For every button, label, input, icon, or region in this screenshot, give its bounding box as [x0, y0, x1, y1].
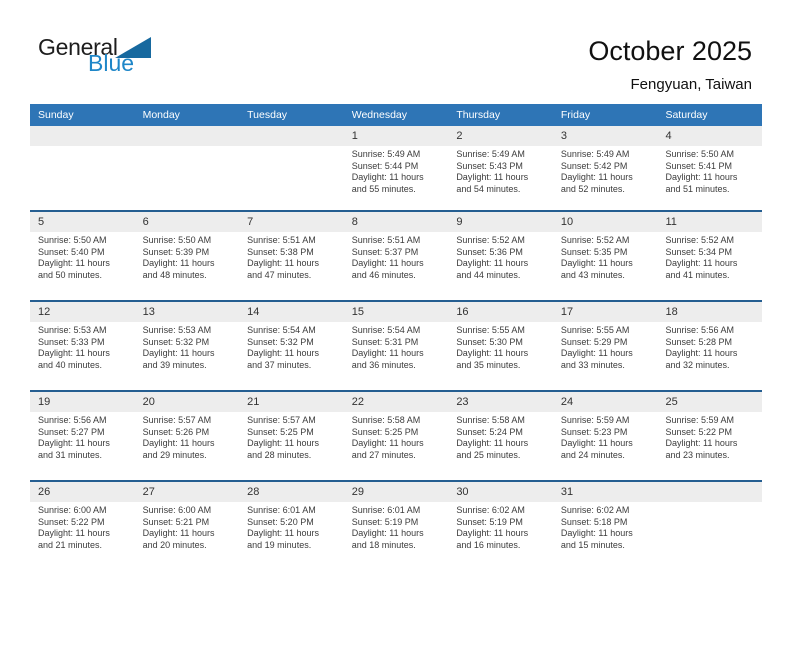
day-number: 19 [30, 392, 135, 412]
logo-text-general: General [38, 34, 118, 60]
daylight-text: Daylight: 11 hours and 50 minutes. [38, 258, 110, 280]
daylight-text: Daylight: 11 hours and 19 minutes. [247, 528, 320, 550]
sunrise-text: Sunrise: 5:56 AM [38, 415, 107, 425]
daylight-text: Daylight: 11 hours and 27 minutes. [351, 438, 424, 460]
daylight-text: Daylight: 11 hours and 55 minutes. [351, 172, 424, 194]
day-details [135, 502, 235, 551]
daylight-text: Daylight: 11 hours and 37 minutes. [247, 348, 320, 370]
day-details [239, 322, 339, 371]
sunrise-text: Sunrise: 5:58 AM [456, 415, 525, 425]
daylight-text: Daylight: 11 hours and 29 minutes. [142, 438, 215, 460]
sunrise-text: Sunrise: 5:50 AM [665, 149, 735, 159]
calendar-day-cell [30, 302, 135, 390]
calendar-day-cell [135, 302, 240, 390]
day-details [448, 146, 548, 195]
calendar-day-cell [30, 482, 135, 570]
calendar-day-cell [448, 392, 553, 480]
sunrise-text: Sunrise: 5:51 AM [351, 235, 421, 245]
daylight-text: Daylight: 11 hours and 24 minutes. [560, 438, 633, 460]
calendar-empty-cell [30, 126, 135, 210]
sunrise-text: Sunrise: 6:02 AM [560, 505, 630, 515]
day-details [657, 412, 757, 461]
day-details [344, 502, 444, 551]
sunrise-text: Sunrise: 5:54 AM [247, 325, 316, 335]
daylight-text: Daylight: 11 hours and 52 minutes. [560, 172, 633, 194]
sunset-text: Sunset: 5:37 PM [351, 246, 419, 257]
sunrise-text: Sunrise: 5:51 AM [247, 235, 316, 245]
day-number: 11 [657, 212, 762, 232]
sunset-text: Sunset: 5:39 PM [142, 246, 210, 257]
sunset-text: Sunset: 5:32 PM [247, 336, 314, 347]
sunset-text: Sunset: 5:21 PM [142, 516, 210, 527]
calendar-day-cell [344, 302, 449, 390]
day-details [448, 232, 548, 281]
day-number: 29 [344, 482, 449, 502]
sunrise-text: Sunrise: 5:55 AM [456, 325, 525, 335]
daylight-text: Daylight: 11 hours and 21 minutes. [38, 528, 110, 550]
day-number: 10 [553, 212, 658, 232]
sunrise-text: Sunrise: 5:58 AM [351, 415, 421, 425]
logo-text-blue: Blue [88, 50, 135, 76]
sunset-text: Sunset: 5:32 PM [142, 336, 210, 347]
day-details [30, 412, 130, 461]
sunset-text: Sunset: 5:25 PM [351, 426, 419, 437]
week-row [30, 480, 762, 570]
sunset-text: Sunset: 5:19 PM [456, 516, 523, 527]
day-details [553, 232, 653, 281]
sunset-text: Sunset: 5:20 PM [247, 516, 314, 527]
sunrise-text: Sunrise: 5:52 AM [560, 235, 630, 245]
sunrise-text: Sunrise: 5:56 AM [665, 325, 735, 335]
sunset-text: Sunset: 5:22 PM [38, 516, 105, 527]
daylight-text: Daylight: 11 hours and 51 minutes. [665, 172, 738, 194]
day-details [657, 146, 757, 195]
calendar-empty-cell [657, 482, 762, 570]
day-number: 9 [448, 212, 553, 232]
calendar-day-cell [448, 302, 553, 390]
daylight-text: Daylight: 11 hours and 16 minutes. [456, 528, 529, 550]
sunset-text: Sunset: 5:22 PM [665, 426, 733, 437]
calendar-day-cell [135, 392, 240, 480]
sunrise-text: Sunrise: 6:00 AM [142, 505, 212, 515]
daylight-text: Daylight: 11 hours and 35 minutes. [456, 348, 529, 370]
sunset-text: Sunset: 5:27 PM [38, 426, 105, 437]
sunset-text: Sunset: 5:25 PM [247, 426, 314, 437]
day-details [344, 322, 444, 371]
day-details [553, 502, 653, 551]
calendar-table [30, 104, 762, 570]
day-number: 28 [239, 482, 344, 502]
day-number [135, 126, 240, 146]
day-details [30, 322, 130, 371]
calendar-day-cell [30, 392, 135, 480]
day-number: 31 [553, 482, 658, 502]
sunrise-text: Sunrise: 5:55 AM [560, 325, 630, 335]
calendar-day-cell [553, 302, 658, 390]
weekday-header-tuesday: Tuesday [247, 109, 288, 121]
sunrise-text: Sunrise: 6:01 AM [351, 505, 421, 515]
calendar-day-cell [553, 482, 658, 570]
day-details [30, 232, 130, 281]
day-details [448, 502, 548, 551]
day-details [135, 232, 235, 281]
day-number: 1 [344, 126, 449, 146]
day-details [135, 322, 235, 371]
sunset-text: Sunset: 5:38 PM [247, 246, 314, 257]
calendar-day-cell [657, 302, 762, 390]
weekday-header-monday: Monday [142, 109, 180, 121]
day-details [239, 502, 339, 551]
weekday-header-saturday: Saturday [665, 109, 708, 121]
calendar-day-cell [239, 212, 344, 300]
day-details [657, 232, 757, 281]
daylight-text: Daylight: 11 hours and 23 minutes. [665, 438, 738, 460]
day-number: 30 [448, 482, 553, 502]
title-block [588, 36, 762, 93]
day-details [344, 232, 444, 281]
calendar-day-cell [239, 482, 344, 570]
calendar-day-cell [239, 302, 344, 390]
daylight-text: Daylight: 11 hours and 54 minutes. [456, 172, 529, 194]
calendar-day-cell [135, 482, 240, 570]
calendar-day-cell [448, 126, 553, 210]
sunrise-text: Sunrise: 5:57 AM [142, 415, 212, 425]
day-number: 15 [344, 302, 449, 322]
day-number: 27 [135, 482, 240, 502]
weekday-header-wednesday: Wednesday [351, 109, 407, 121]
day-details [657, 322, 757, 371]
calendar-page [0, 36, 792, 570]
day-number: 6 [135, 212, 240, 232]
calendar-day-cell [135, 212, 240, 300]
sunset-text: Sunset: 5:36 PM [456, 246, 523, 257]
sunset-text: Sunset: 5:44 PM [351, 160, 419, 171]
day-number: 21 [239, 392, 344, 412]
calendar-day-cell [30, 212, 135, 300]
sunset-text: Sunset: 5:35 PM [560, 246, 628, 257]
sunset-text: Sunset: 5:34 PM [665, 246, 733, 257]
calendar-day-cell [553, 392, 658, 480]
weekday-header-friday: Friday [560, 109, 591, 121]
calendar-empty-cell [135, 126, 240, 210]
week-row [30, 300, 762, 390]
calendar-day-cell [553, 126, 658, 210]
sunrise-text: Sunrise: 5:50 AM [142, 235, 212, 245]
daylight-text: Daylight: 11 hours and 33 minutes. [560, 348, 633, 370]
sunrise-text: Sunrise: 5:49 AM [456, 149, 525, 159]
daylight-text: Daylight: 11 hours and 18 minutes. [351, 528, 424, 550]
day-details [135, 412, 235, 461]
weekday-header-sunday: Sunday [38, 109, 74, 121]
calendar-day-cell [239, 392, 344, 480]
daylight-text: Daylight: 11 hours and 36 minutes. [351, 348, 424, 370]
daylight-text: Daylight: 11 hours and 41 minutes. [665, 258, 738, 280]
calendar-day-cell [344, 392, 449, 480]
daylight-text: Daylight: 11 hours and 47 minutes. [247, 258, 320, 280]
sunset-text: Sunset: 5:30 PM [456, 336, 523, 347]
day-number [239, 126, 344, 146]
sunset-text: Sunset: 5:43 PM [456, 160, 523, 171]
daylight-text: Daylight: 11 hours and 20 minutes. [142, 528, 215, 550]
sunrise-text: Sunrise: 5:54 AM [351, 325, 421, 335]
sunset-text: Sunset: 5:40 PM [38, 246, 105, 257]
sunrise-text: Sunrise: 5:53 AM [38, 325, 107, 335]
calendar-day-cell [344, 126, 449, 210]
day-details [448, 412, 548, 461]
calendar-empty-cell [239, 126, 344, 210]
sunrise-text: Sunrise: 5:53 AM [142, 325, 212, 335]
sunrise-text: Sunrise: 5:57 AM [247, 415, 316, 425]
day-details [553, 146, 653, 195]
daylight-text: Daylight: 11 hours and 46 minutes. [351, 258, 424, 280]
page-subtitle: Fengyuan, Taiwan [630, 76, 752, 93]
calendar-day-cell [553, 212, 658, 300]
day-details [344, 146, 444, 195]
day-number [657, 482, 762, 502]
daylight-text: Daylight: 11 hours and 32 minutes. [665, 348, 738, 370]
day-number: 22 [344, 392, 449, 412]
sunset-text: Sunset: 5:18 PM [560, 516, 628, 527]
daylight-text: Daylight: 11 hours and 39 minutes. [142, 348, 215, 370]
day-number: 7 [239, 212, 344, 232]
day-details [239, 232, 339, 281]
daylight-text: Daylight: 11 hours and 48 minutes. [142, 258, 215, 280]
sunrise-text: Sunrise: 5:52 AM [456, 235, 525, 245]
daylight-text: Daylight: 11 hours and 40 minutes. [38, 348, 110, 370]
day-details [239, 412, 339, 461]
calendar-day-cell [657, 126, 762, 210]
sunrise-text: Sunrise: 5:50 AM [38, 235, 107, 245]
day-number: 26 [30, 482, 135, 502]
day-number [30, 126, 135, 146]
sunrise-text: Sunrise: 5:59 AM [560, 415, 630, 425]
sunrise-text: Sunrise: 5:49 AM [351, 149, 421, 159]
day-details [553, 412, 653, 461]
day-number: 5 [30, 212, 135, 232]
sunset-text: Sunset: 5:41 PM [665, 160, 733, 171]
calendar-day-cell [657, 212, 762, 300]
sunset-text: Sunset: 5:23 PM [560, 426, 628, 437]
week-row [30, 126, 762, 210]
calendar-day-cell [448, 482, 553, 570]
sunset-text: Sunset: 5:33 PM [38, 336, 105, 347]
page-header [30, 36, 762, 100]
general-blue-logo [38, 36, 151, 75]
day-number: 4 [657, 126, 762, 146]
day-number: 3 [553, 126, 658, 146]
sunset-text: Sunset: 5:26 PM [142, 426, 210, 437]
day-number: 20 [135, 392, 240, 412]
day-number: 8 [344, 212, 449, 232]
sunset-text: Sunset: 5:19 PM [351, 516, 419, 527]
sunset-text: Sunset: 5:31 PM [351, 336, 419, 347]
day-number: 23 [448, 392, 553, 412]
day-details [30, 502, 130, 551]
sunrise-text: Sunrise: 5:59 AM [665, 415, 735, 425]
sunrise-text: Sunrise: 6:01 AM [247, 505, 316, 515]
calendar-day-cell [344, 482, 449, 570]
day-number: 12 [30, 302, 135, 322]
day-details [448, 322, 548, 371]
sunrise-text: Sunrise: 6:02 AM [456, 505, 525, 515]
daylight-text: Daylight: 11 hours and 25 minutes. [456, 438, 529, 460]
calendar-day-cell [344, 212, 449, 300]
week-row [30, 390, 762, 480]
sunrise-text: Sunrise: 5:49 AM [560, 149, 630, 159]
day-number: 13 [135, 302, 240, 322]
day-number: 25 [657, 392, 762, 412]
sunset-text: Sunset: 5:28 PM [665, 336, 733, 347]
day-details [344, 412, 444, 461]
calendar-day-cell [657, 392, 762, 480]
daylight-text: Daylight: 11 hours and 28 minutes. [247, 438, 320, 460]
weeks-container [30, 126, 762, 570]
day-number: 16 [448, 302, 553, 322]
daylight-text: Daylight: 11 hours and 44 minutes. [456, 258, 529, 280]
sunrise-text: Sunrise: 5:52 AM [665, 235, 735, 245]
day-number: 24 [553, 392, 658, 412]
daylight-text: Daylight: 11 hours and 43 minutes. [560, 258, 633, 280]
day-number: 18 [657, 302, 762, 322]
sunset-text: Sunset: 5:29 PM [560, 336, 628, 347]
day-details [553, 322, 653, 371]
sunrise-text: Sunrise: 6:00 AM [38, 505, 107, 515]
daylight-text: Daylight: 11 hours and 31 minutes. [38, 438, 110, 460]
weekday-header-row [30, 104, 762, 126]
sunset-text: Sunset: 5:42 PM [560, 160, 628, 171]
day-number: 14 [239, 302, 344, 322]
week-row [30, 210, 762, 300]
weekday-header-thursday: Thursday [456, 109, 501, 121]
sunset-text: Sunset: 5:24 PM [456, 426, 523, 437]
page-title: October 2025 [588, 36, 752, 66]
calendar-day-cell [448, 212, 553, 300]
daylight-text: Daylight: 11 hours and 15 minutes. [560, 528, 633, 550]
day-number: 17 [553, 302, 658, 322]
day-number: 2 [448, 126, 553, 146]
